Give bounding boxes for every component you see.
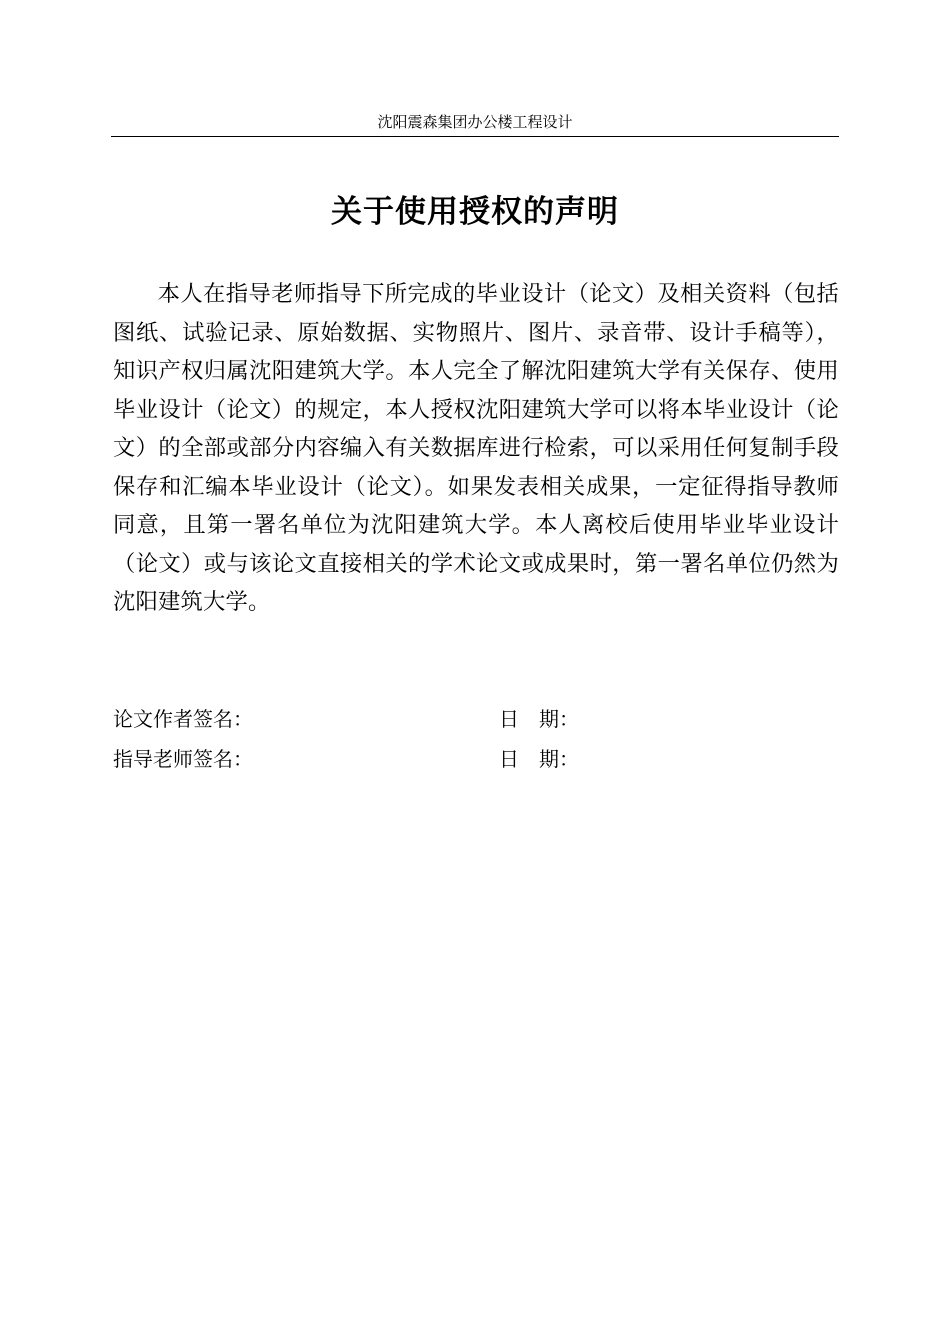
advisor-date-label: 日 期：: [499, 747, 579, 771]
author-date-label: 日 期：: [499, 707, 579, 731]
advisor-signature-row: [113, 743, 839, 775]
header-divider: [111, 136, 839, 137]
running-header: 沈阳震森集团办公楼工程设计: [377, 113, 573, 131]
advisor-signature-label: 指导老师签名：: [113, 747, 253, 771]
page-title: 关于使用授权的声明: [331, 194, 619, 230]
declaration-paragraph: 本人在指导老师指导下所完成的毕业设计（论文）及相关资料（包括图纸、试验记录、原始数据、实物照片、图片、录音带、设计手稿等），知识产权归属沈阳建筑大学。本人完全了解沈阳建筑大学有关保存、使用毕业设计（论文）的规定，本人授权沈阳建筑大学可以将本毕业设计（论文）的全部或部分内容编入有关数据库进行检索，可以采用任何复制手段保存和汇编本毕业设计（论文）。如果发表相关成果，一定征得指导教师同意，且第一署名单位为沈阳建筑大学。本人离校后使用毕业毕业设计（论文）或与该论文直接相关的学术论文或成果时，第一署名单位仍然为沈阳建筑大学。: [113, 281, 839, 615]
author-signature-row: [113, 703, 839, 735]
author-signature-label: 论文作者签名：: [113, 707, 253, 731]
